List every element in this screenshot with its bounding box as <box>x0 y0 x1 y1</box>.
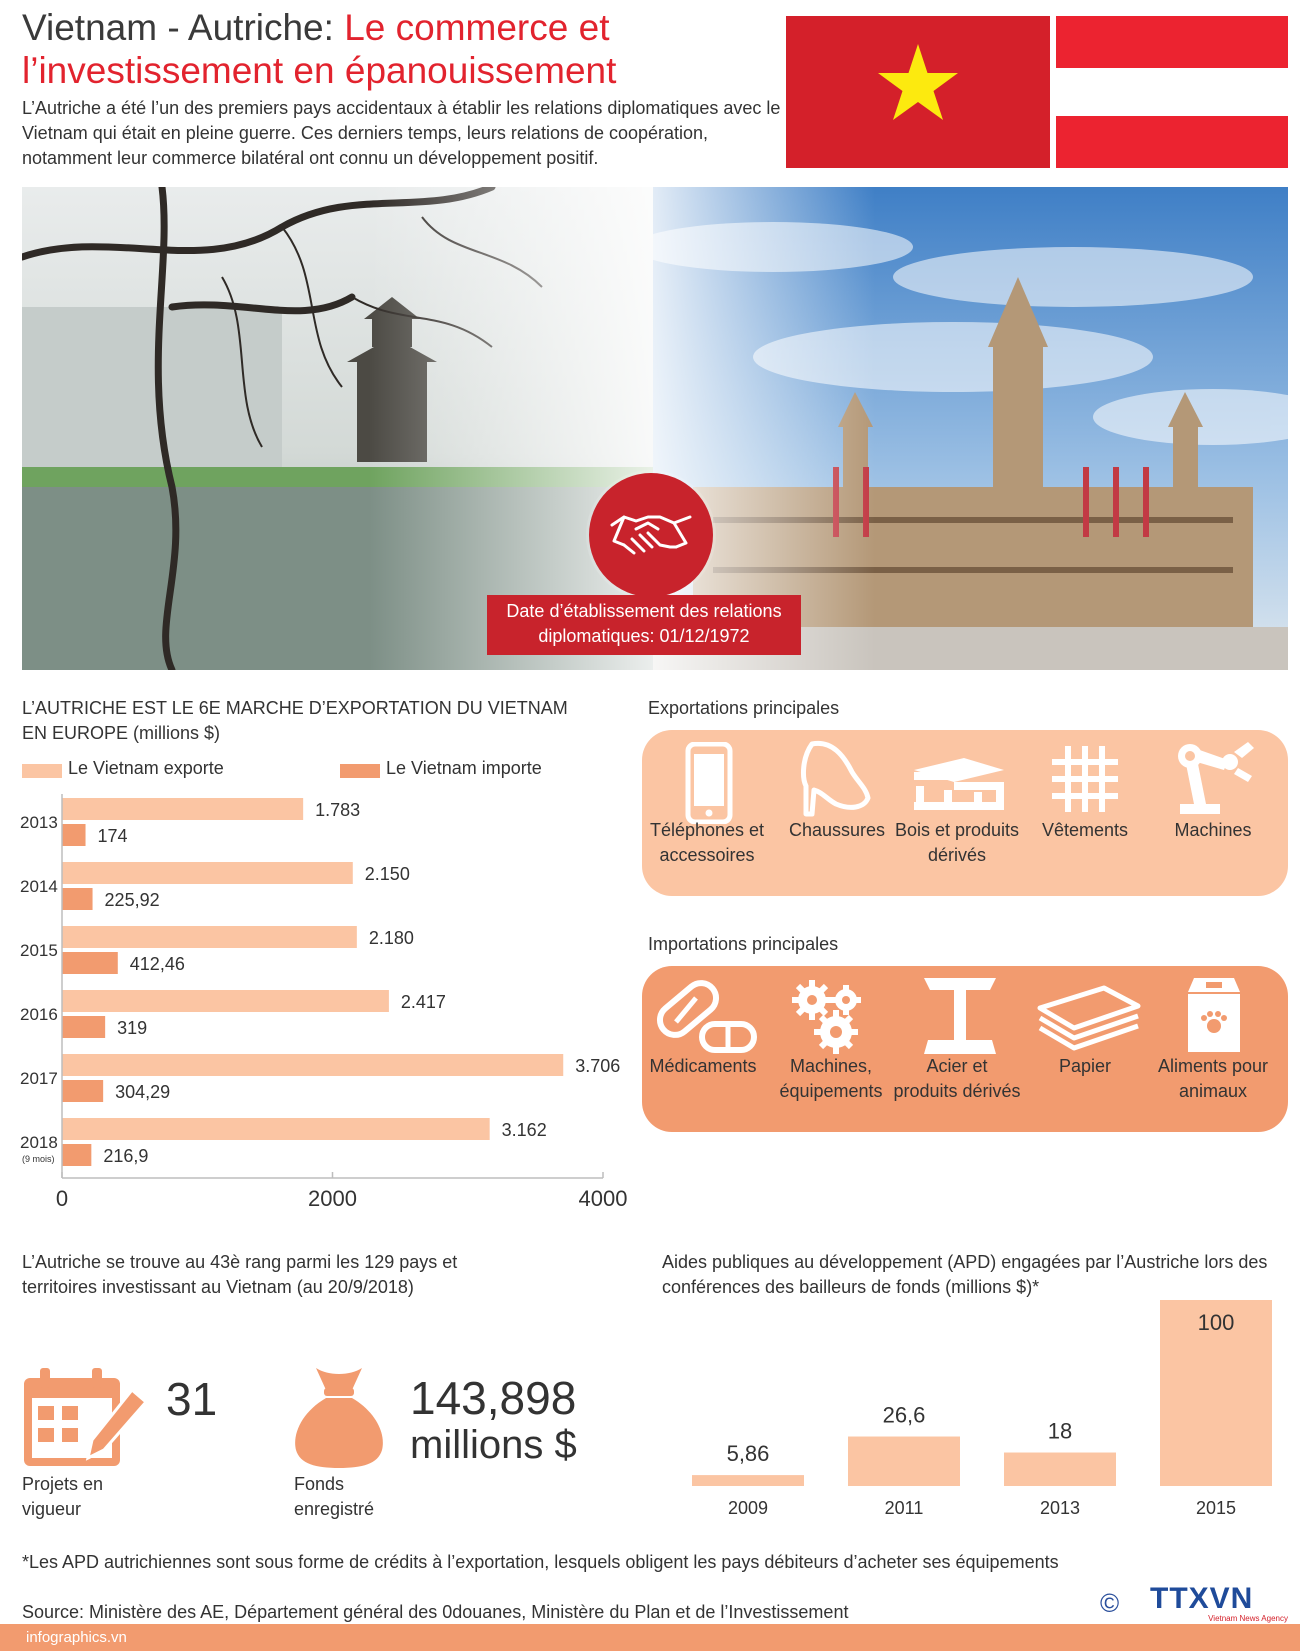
year-label: 2018 <box>20 1133 58 1152</box>
export-label-shoes: Chaussures <box>788 820 886 840</box>
imports-title: Importations principales <box>648 934 839 954</box>
import-bar <box>62 888 93 910</box>
fabric-icon <box>1050 744 1120 814</box>
apd-value-label: 26,6 <box>882 1402 926 1428</box>
source-text: Source: Ministère des AE, Département général des 0douanes, Ministère du Plan et de l’Investissement <box>22 1602 849 1622</box>
import-bar <box>62 1016 105 1038</box>
handshake-icon <box>610 507 692 563</box>
title-plain: Vietnam - Autriche: <box>22 7 345 48</box>
copyright-symbol: © <box>1100 1588 1120 1618</box>
import-bar <box>62 1144 91 1166</box>
import-label-pet-food: Aliments pour animaux <box>1157 1056 1269 1101</box>
title-highlight-1: Le commerce et <box>344 7 610 48</box>
export-bar <box>62 926 357 948</box>
export-value-label: 3.706 <box>575 1056 621 1076</box>
logo-subtext: Vietnam News Agency <box>1208 1614 1288 1623</box>
pet-food-bag-icon <box>1182 972 1246 1056</box>
apd-title: Aides publiques au développement (APD) engagées par l’Austriche lors des conférences des bailleurs de fonds (millions $)* <box>662 1252 1268 1297</box>
title-highlight-2: l’investissement en épanouissement <box>22 50 617 91</box>
export-bar <box>62 990 389 1012</box>
steel-beam-icon <box>920 974 1000 1058</box>
shoe-icon <box>792 738 872 818</box>
apd-bar <box>848 1437 960 1486</box>
export-value-label: 2.417 <box>400 992 446 1012</box>
import-label-steel: Acier et produits dérivés <box>893 1056 1021 1101</box>
trade-chart-title: L’AUTRICHE EST LE 6E MARCHE D’EXPORTATION DU VIETNAM EN EUROPE (millions $) <box>22 698 568 743</box>
paper-stack-icon <box>1034 984 1144 1054</box>
apd-year-label: 2009 <box>727 1498 769 1518</box>
export-bar <box>62 798 303 820</box>
star-icon <box>786 16 1050 168</box>
import-label-medicines: Médicaments <box>649 1056 757 1076</box>
footnote: *Les APD autrichiennes sont sous forme de crédits à l’exportation, lesquels obligent les pays débiteurs d’acheter ses équipements <box>22 1552 1059 1572</box>
export-value-label: 2.180 <box>368 928 414 948</box>
apd-value-label: 100 <box>1197 1310 1235 1335</box>
investment-title: L’Autriche se trouve au 43è rang parmi les 129 pays et territoires investissant au Vietnam (au 20/9/2018) <box>22 1252 458 1297</box>
import-bar <box>62 1080 103 1102</box>
export-label-phones: Téléphones et accessoires <box>649 820 765 865</box>
trade-bar-chart <box>0 790 650 1210</box>
apd-year-label: 2015 <box>1195 1498 1237 1518</box>
year-label: 2014 <box>20 877 58 896</box>
year-label: 2013 <box>20 813 58 832</box>
funds-unit: millions $ <box>410 1423 577 1467</box>
intro-text: L’Autriche a été l’un des premiers pays accidentaux à établir les relations diplomatiques avec le Vietnam qui était en pleine guerre. Ces derniers temps, leurs relations de coopération, notamment leur commerce bilatéral ont connu un développement positif. <box>22 98 781 168</box>
x-tick-label: 0 <box>55 1186 69 1210</box>
import-value-label: 216,9 <box>103 1146 149 1166</box>
legend-export-label: Le Vietnam exporte <box>68 758 224 778</box>
year-note: (9 mois) <box>22 1154 55 1164</box>
funds-value: 143,898 <box>410 1372 577 1424</box>
imports-panel <box>642 966 1288 1132</box>
apd-value-label: 5,86 <box>726 1441 770 1467</box>
export-bar <box>62 1118 490 1140</box>
export-bar <box>62 862 353 884</box>
year-label: 2016 <box>20 1005 58 1024</box>
vietnam-flag <box>786 16 1050 168</box>
robot-arm-icon <box>1172 738 1256 818</box>
export-value-label: 1.783 <box>315 800 361 820</box>
export-value-label: 2.150 <box>364 864 410 884</box>
austria-flag <box>1056 16 1288 168</box>
funds-label: Fonds enregistré <box>294 1474 375 1519</box>
year-label: 2017 <box>20 1069 58 1088</box>
import-value-label: 319 <box>117 1018 148 1038</box>
exports-panel <box>642 730 1288 896</box>
site-link[interactable]: infographics.vn <box>26 1629 127 1646</box>
import-bar <box>62 824 86 846</box>
legend-import-label: Le Vietnam importe <box>386 758 542 778</box>
year-label: 2015 <box>20 941 58 960</box>
import-value-label: 304,29 <box>115 1082 171 1102</box>
gears-icon <box>788 976 872 1056</box>
money-bag-icon <box>292 1364 386 1468</box>
export-label-machines: Machines <box>1174 820 1252 840</box>
legend-import-swatch <box>340 764 380 778</box>
import-value-label: 174 <box>97 826 128 846</box>
footer-bar <box>0 1624 1300 1651</box>
import-bar <box>62 952 118 974</box>
calendar-icon <box>22 1368 148 1468</box>
export-bar <box>62 1054 563 1076</box>
diplomatic-date-box: Date d’établissement des relations diplomatiques: 01/12/1972 <box>487 595 801 655</box>
apd-bar <box>692 1475 804 1486</box>
exports-title: Exportations principales <box>648 698 840 718</box>
handshake-badge <box>589 473 713 597</box>
projects-value: 31 <box>166 1373 218 1425</box>
projects-label: Projets en vigueur <box>22 1474 104 1519</box>
apd-bar <box>1004 1453 1116 1486</box>
apd-value-label: 18 <box>1047 1418 1073 1444</box>
export-label-clothes: Vêtements <box>1041 820 1129 840</box>
x-tick-label: 2000 <box>308 1186 357 1210</box>
pill-icon <box>650 978 760 1056</box>
apd-year-label: 2013 <box>1039 1498 1081 1518</box>
export-value-label: 3.162 <box>501 1120 547 1140</box>
apd-bar-chart <box>650 1286 1290 1526</box>
apd-year-label: 2011 <box>884 1498 924 1518</box>
import-value-label: 412,46 <box>129 954 185 974</box>
import-value-label: 225,92 <box>104 890 160 910</box>
phone-icon <box>684 742 734 824</box>
import-label-paper: Papier <box>1058 1056 1112 1076</box>
ttxvn-logo <box>1150 1584 1288 1622</box>
import-label-machines: Machines, équipements <box>779 1056 883 1101</box>
page-title <box>22 6 616 92</box>
export-label-wood: Bois et produits dérivés <box>894 820 1020 865</box>
pallet-icon <box>904 756 1014 816</box>
logo-text: TTXVN <box>1150 1582 1254 1615</box>
x-tick-label: 4000 <box>578 1186 628 1210</box>
legend-export-swatch <box>22 764 62 778</box>
